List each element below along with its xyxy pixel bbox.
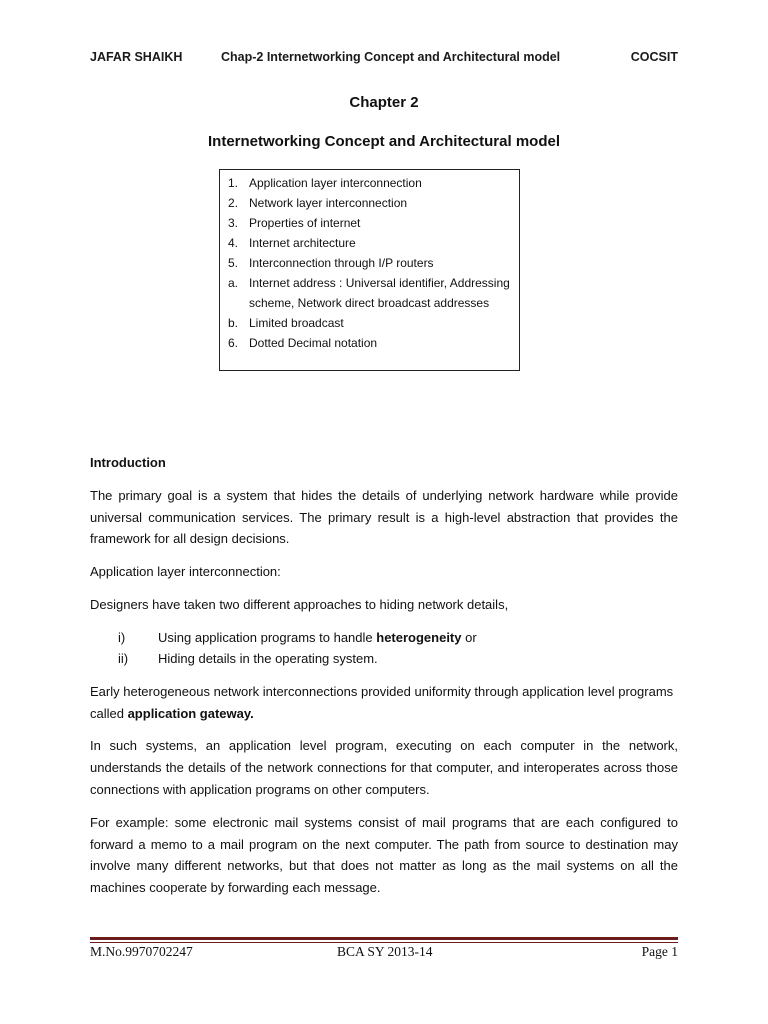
- toc-item: [228, 233, 519, 253]
- toc-item: [228, 313, 519, 333]
- paragraph-bold-term: application gateway: [127, 705, 251, 721]
- chapter-number: Chapter 2: [349, 94, 419, 111]
- running-footer: [90, 944, 678, 964]
- toc-item: [228, 253, 519, 273]
- list-item: [90, 648, 678, 670]
- toc-text: Application layer interconnection: [249, 176, 422, 190]
- toc-marker: 6.: [228, 336, 239, 350]
- list-text-bold: heterogeneity: [376, 629, 462, 645]
- chapter-title: Internetworking Concept and Architectural model: [208, 133, 560, 150]
- toc-marker: 1.: [228, 176, 239, 190]
- footer-page-number: Page 1: [641, 944, 678, 959]
- footer-rule-thin: [90, 942, 678, 943]
- systems-paragraph: In such systems, an application level program, executing on each computer in the network, understands the details of the network connections for that computer, and interoperates across those connections with application programs on other computers.: [90, 738, 678, 797]
- approaches-list: [90, 627, 678, 670]
- toc-text: Limited broadcast: [249, 316, 344, 330]
- toc-item: [228, 333, 519, 353]
- toc-item: [228, 273, 519, 313]
- footer-rule: [90, 937, 678, 940]
- toc-text: Properties of internet: [249, 216, 361, 230]
- paragraph-text: Early heterogeneous network interconnections provided uniformity through application level programs called: [90, 683, 674, 721]
- toc-item: [228, 213, 519, 233]
- paragraph-text: .: [250, 705, 254, 721]
- header-author: JAFAR SHAIKH: [90, 50, 183, 64]
- toc-marker: 5.: [228, 256, 239, 270]
- application-layer-heading: Application layer interconnection:: [90, 564, 281, 580]
- body-content: [90, 452, 678, 910]
- example-paragraph: For example: some electronic mail systems consist of mail programs that are each configured to forward a memo to a mail program on the next computer. The path from source to destination may involve many different networks, but that does not matter as long as the mail systems on all the machines cooperate by forwarding each message.: [90, 814, 678, 896]
- toc-marker: b.: [228, 316, 239, 330]
- toc-text: Interconnection through I/P routers: [249, 256, 434, 270]
- running-header: [90, 50, 678, 68]
- list-text: Hiding details in the operating system.: [158, 651, 378, 667]
- approaches-intro: Designers have taken two different approaches to hiding network details,: [90, 596, 509, 612]
- toc-marker: 2.: [228, 196, 239, 210]
- toc-marker: a.: [228, 276, 239, 290]
- list-marker: i): [118, 629, 126, 645]
- toc-text: Internet address : Universal identifier, Addressing scheme, Network direct broadcast addresses: [249, 276, 510, 310]
- header-institution: COCSIT: [630, 50, 678, 64]
- gateway-paragraph: [90, 681, 678, 725]
- list-marker: ii): [118, 651, 129, 667]
- list-text: or: [461, 629, 477, 645]
- footer-course: BCA SY 2013-14: [337, 944, 433, 959]
- toc-item: [228, 193, 519, 213]
- header-chapter-ref: Chap-2 Internetworking Concept and Architectural model: [221, 50, 561, 64]
- table-of-contents: [219, 169, 520, 371]
- toc-text: Internet architecture: [249, 236, 356, 250]
- toc-marker: 4.: [228, 236, 239, 250]
- list-text: Using application programs to handle: [158, 629, 377, 645]
- toc-text: Dotted Decimal notation: [249, 336, 378, 350]
- toc-marker: 3.: [228, 216, 239, 230]
- footer-mobile-number: M.No.9970702247: [90, 944, 193, 959]
- list-item: [90, 627, 678, 649]
- toc-text: Network layer interconnection: [249, 196, 408, 210]
- introduction-heading: Introduction: [90, 455, 166, 470]
- toc-item: [228, 173, 519, 193]
- introduction-paragraph: The primary goal is a system that hides the details of underlying network hardware while provide universal communication services. The primary result is a high-level abstraction that provides the framework for all design decisions.: [90, 487, 678, 547]
